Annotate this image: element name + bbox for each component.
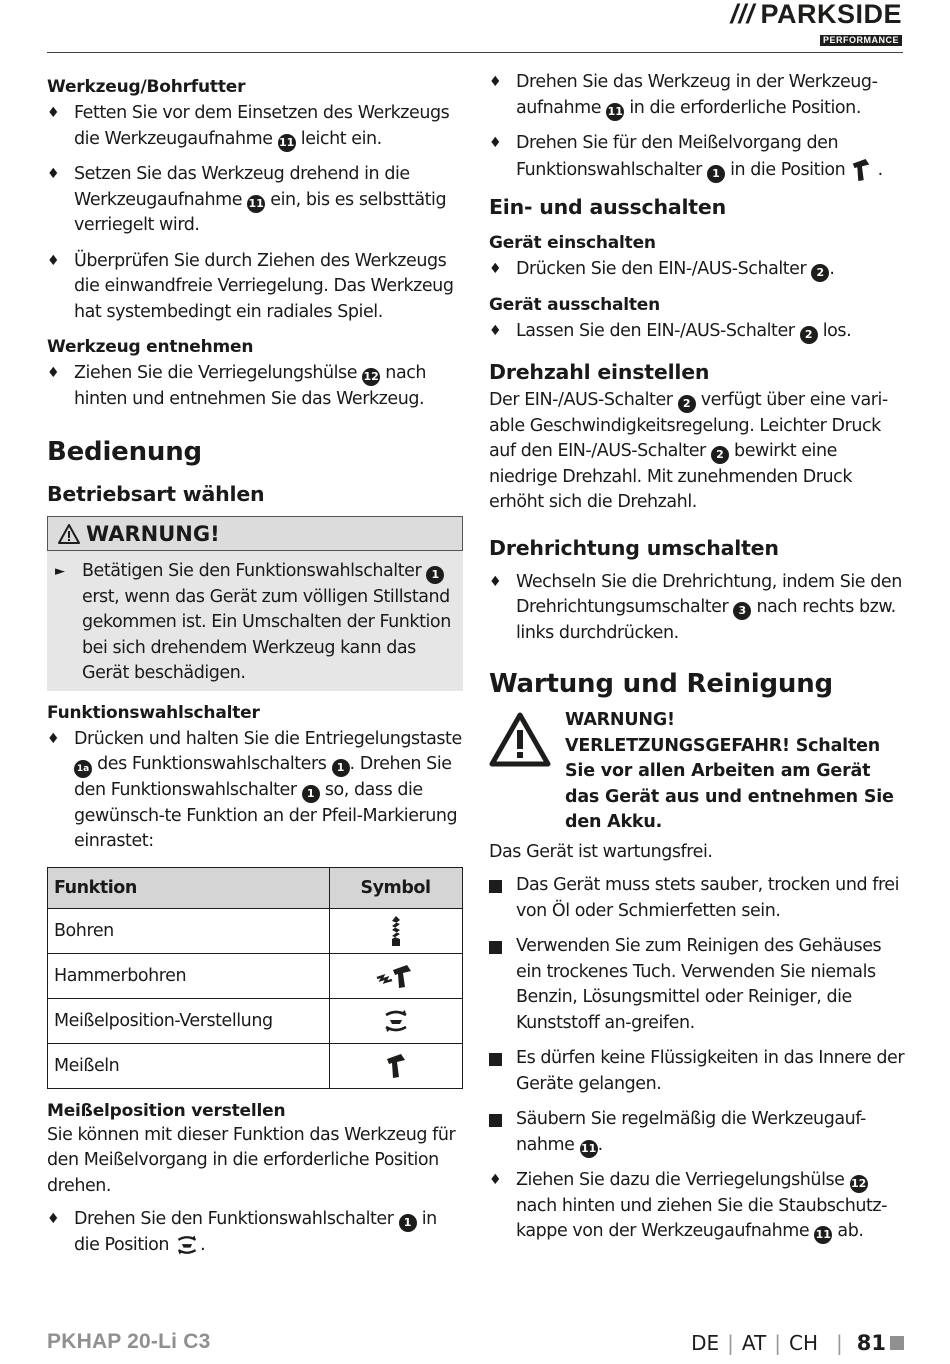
drill-bit-icon xyxy=(390,915,402,947)
hammer-drill-icon xyxy=(375,962,417,990)
list-item-text: Drehen Sie für den Meißelvorgang den Funktionswahlschalter 1 in die Position . xyxy=(516,131,905,183)
warning-triangle-icon xyxy=(58,524,80,544)
footer-separator: | xyxy=(727,1331,734,1355)
diamond-bullet-icon: ♦ xyxy=(47,105,60,121)
ref-number: 1a xyxy=(74,760,92,778)
list-item xyxy=(47,361,463,412)
ref-number: 12 xyxy=(362,368,380,386)
table-cell-function: Hammerbohren xyxy=(48,953,330,998)
warning-title: WARNUNG! xyxy=(86,521,220,546)
list-item xyxy=(47,162,463,239)
list-item-text: Ziehen Sie die Verriegelungshülse 12 nach hinten und entnehmen Sie das Werkzeug. xyxy=(74,363,427,409)
list-item-text: Setzen Sie das Werkzeug drehend in die Werkzeugaufnahme 11 ein, bis es selbsttätig verriegelt wird. xyxy=(74,164,447,235)
list-item xyxy=(47,101,463,152)
wartung-warning-text: WARNUNG! VERLETZUNGSGEFAHR! Schalten Sie vor allen Arbeiten am Gerät das Gerät aus und entnehmen Sie den Akku. xyxy=(565,710,894,832)
table-header-function: Funktion xyxy=(48,867,330,908)
list-item-text: Fetten Sie vor dem Einsetzen des Werkzeugs die Werkzeugaufnahme 11 leicht ein. xyxy=(74,101,463,152)
warning-header xyxy=(47,516,463,551)
header-rule xyxy=(47,52,903,53)
diamond-bullet-icon: ♦ xyxy=(47,730,60,747)
list-item-text: Überprüfen Sie durch Ziehen des Werkzeugs die einwandfreie Verriegelung. Das Werkzeug hat systembedingt ein radiales Spiel. xyxy=(74,250,454,322)
table-cell-symbol xyxy=(330,908,463,953)
ref-number: 11 xyxy=(247,195,265,213)
footer-separator: | xyxy=(774,1331,781,1355)
chisel-adjust-icon xyxy=(174,1233,200,1257)
list-item-text: Drehen Sie den Funktionswahlschalter 1 in die Position . xyxy=(74,1209,437,1255)
warning-box xyxy=(47,516,463,691)
drehrichtung-heading: Drehrichtung umschalten xyxy=(489,535,779,560)
wartung-warning xyxy=(489,708,905,836)
square-bullet-icon xyxy=(489,873,516,924)
list-item-text: Drücken Sie den EIN-/AUS-Schalter 2 . xyxy=(516,257,905,283)
chisel-adjust-icon xyxy=(381,1007,411,1035)
diamond-bullet-icon: ♦ xyxy=(47,1211,60,1227)
hammer-icon xyxy=(850,157,872,183)
footer-model: PKHAP 20-Li C3 xyxy=(47,1330,211,1353)
ref-number: 11 xyxy=(606,103,624,121)
footer-lang-ch: CH xyxy=(789,1331,819,1355)
ref-number: 11 xyxy=(814,1226,832,1244)
table-cell-symbol xyxy=(330,998,463,1043)
diamond-bullet-icon: ♦ xyxy=(489,135,502,151)
table-header-symbol: Symbol xyxy=(330,867,463,908)
table-cell-function: Meißeln xyxy=(48,1043,330,1088)
list-item xyxy=(489,570,905,647)
table-row xyxy=(48,998,463,1043)
square-bullet-icon xyxy=(489,934,516,1036)
ein-heading: Ein- und ausschalten xyxy=(489,195,727,219)
diamond-bullet-icon: ♦ xyxy=(489,74,502,90)
ref-number: 1 xyxy=(707,165,725,183)
meissel-text: Sie können mit dieser Funktion das Werkzeug für den Meißelvorgang in die erforderliche Position drehen. xyxy=(47,1124,456,1196)
drehzahl-heading: Drehzahl einstellen xyxy=(489,360,710,384)
list-item-text: Lassen Sie den EIN-/AUS-Schalter 2 los. xyxy=(516,319,905,345)
table-cell-symbol xyxy=(330,953,463,998)
list-item xyxy=(489,873,905,924)
footer-lang-de: DE xyxy=(691,1331,720,1355)
diamond-bullet-icon: ♦ xyxy=(489,322,502,339)
list-item-text: Ziehen Sie dazu die Verriegelungshülse 12 nach hinten und ziehen Sie die Staubschutz-kappe von der Werkzeugaufnahme 11 ab. xyxy=(516,1168,905,1245)
table-header-row xyxy=(48,867,463,908)
list-item-text: Wechseln Sie die Drehrichtung, indem Sie den Drehrichtungsumschalter 3 nach rechts bzw. links durchdrücken. xyxy=(516,571,902,643)
ref-number: 11 xyxy=(278,134,296,152)
ref-number: 1 xyxy=(399,1214,417,1232)
fws-heading: Funktionswahlschalter xyxy=(47,702,260,723)
ref-number: 11 xyxy=(580,1140,598,1158)
hammer-icon xyxy=(384,1052,408,1080)
list-item-text: Das Gerät muss stets sauber, trocken und frei von Öl oder Schmierfetten sein. xyxy=(516,875,900,921)
right-column xyxy=(489,70,905,1255)
table-row xyxy=(48,908,463,953)
list-item xyxy=(489,934,905,1036)
brand-subline: PERFORMANCE xyxy=(820,35,902,46)
list-item-text: Säubern Sie regelmäßig die Werkzeugauf-nahme 11. xyxy=(516,1107,905,1158)
table-row xyxy=(48,1043,463,1088)
diamond-bullet-icon: ♦ xyxy=(489,261,502,277)
list-item xyxy=(489,1168,905,1245)
warning-text: Betätigen Sie den Funktionswahlschalter 1 erst, wenn das Gerät zum völligen Stillstand gekommen ist. Ein Umschalten der Funktion bei sich drehendem Werkzeug kann das Gerät beschädigen. xyxy=(82,561,451,683)
table-cell-symbol xyxy=(330,1043,463,1088)
ausschalten-heading: Gerät ausschalten xyxy=(489,294,661,315)
footer-right xyxy=(691,1331,904,1355)
wartung-intro: Das Gerät ist wartungsfrei. xyxy=(489,841,713,862)
list-item xyxy=(47,1207,463,1258)
diamond-bullet-icon: ♦ xyxy=(47,166,60,182)
brand-name: PARKSIDE xyxy=(760,0,902,29)
wartung-heading: Wartung und Reinigung xyxy=(489,669,833,699)
ref-number: 2 xyxy=(811,264,829,282)
brand-logo xyxy=(730,0,902,47)
diamond-bullet-icon: ♦ xyxy=(489,1172,502,1188)
table-cell-function: Bohren xyxy=(48,908,330,953)
list-item xyxy=(489,1107,905,1158)
table-row xyxy=(48,953,463,998)
logo-slashes-icon: /// xyxy=(730,0,755,29)
drehzahl-text: Der EIN-/AUS-Schalter 2 verfügt über eine vari-able Geschwindigkeitsregelung. Leichter Druck auf den EIN-/AUS-Schalter 2 bewirkt eine niedrige Drehzahl. Mit zunehmenden Druck erhöht sich die Drehzahl. xyxy=(489,390,888,512)
werkzeug-heading: Werkzeug/Bohrfutter xyxy=(47,77,246,97)
ref-number: 3 xyxy=(733,602,751,620)
meissel-heading: Meißelposition verstellen xyxy=(47,1100,286,1121)
warning-body xyxy=(47,551,463,691)
diamond-bullet-icon: ♦ xyxy=(47,365,60,381)
list-item xyxy=(489,257,905,283)
diamond-bullet-icon: ♦ xyxy=(489,573,502,590)
footer-separator: | xyxy=(836,1331,843,1355)
left-column xyxy=(47,70,463,1268)
ref-number: 1 xyxy=(332,759,350,777)
list-item-text: Drehen Sie das Werkzeug in der Werkzeug-aufnahme 11 in die erforderliche Position. xyxy=(516,70,905,121)
square-bullet-icon xyxy=(489,1046,516,1097)
ref-number: 2 xyxy=(800,326,818,344)
ref-number: 1 xyxy=(426,566,444,584)
footer-lang-at: AT xyxy=(741,1331,767,1355)
entnehmen-heading: Werkzeug entnehmen xyxy=(47,337,254,357)
list-item xyxy=(489,319,905,345)
list-item xyxy=(489,131,905,183)
diamond-bullet-icon: ♦ xyxy=(47,252,60,269)
betriebsart-heading: Betriebsart wählen xyxy=(47,482,265,506)
page-number: 81 xyxy=(856,1331,886,1355)
list-item-text: Drücken und halten Sie die Entriegelungstaste 1a des Funktionswahlschalters 1 . Drehen Sie den Funktionswahlschalter 1 so, dass die gewünsch-te Funktion an der Pfeil-Markierung einrastet: xyxy=(74,728,462,851)
arrow-bullet-icon: ► xyxy=(55,564,65,579)
page-marker-icon xyxy=(890,1336,904,1350)
list-item xyxy=(47,249,463,326)
ref-number: 12 xyxy=(850,1175,868,1193)
warning-triangle-icon xyxy=(489,712,551,768)
ref-number: 2 xyxy=(678,395,696,413)
list-item xyxy=(489,1046,905,1097)
bedienung-heading: Bedienung xyxy=(47,437,202,467)
square-bullet-icon xyxy=(489,1107,516,1158)
list-item xyxy=(47,727,463,855)
ref-number: 1 xyxy=(302,785,320,803)
list-item xyxy=(489,70,905,121)
ref-number: 2 xyxy=(711,446,729,464)
function-table xyxy=(47,867,463,1089)
einschalten-heading: Gerät einschalten xyxy=(489,233,656,253)
list-item-text: Verwenden Sie zum Reinigen des Gehäuses ein trockenes Tuch. Verwenden Sie niemals Benzin, Lösungsmittel oder Reiniger, die Kunststoff an-greifen. xyxy=(516,936,882,1033)
table-cell-function: Meißelposition-Verstellung xyxy=(48,998,330,1043)
list-item-text: Es dürfen keine Flüssigkeiten in das Innere der Geräte gelangen. xyxy=(516,1048,905,1094)
